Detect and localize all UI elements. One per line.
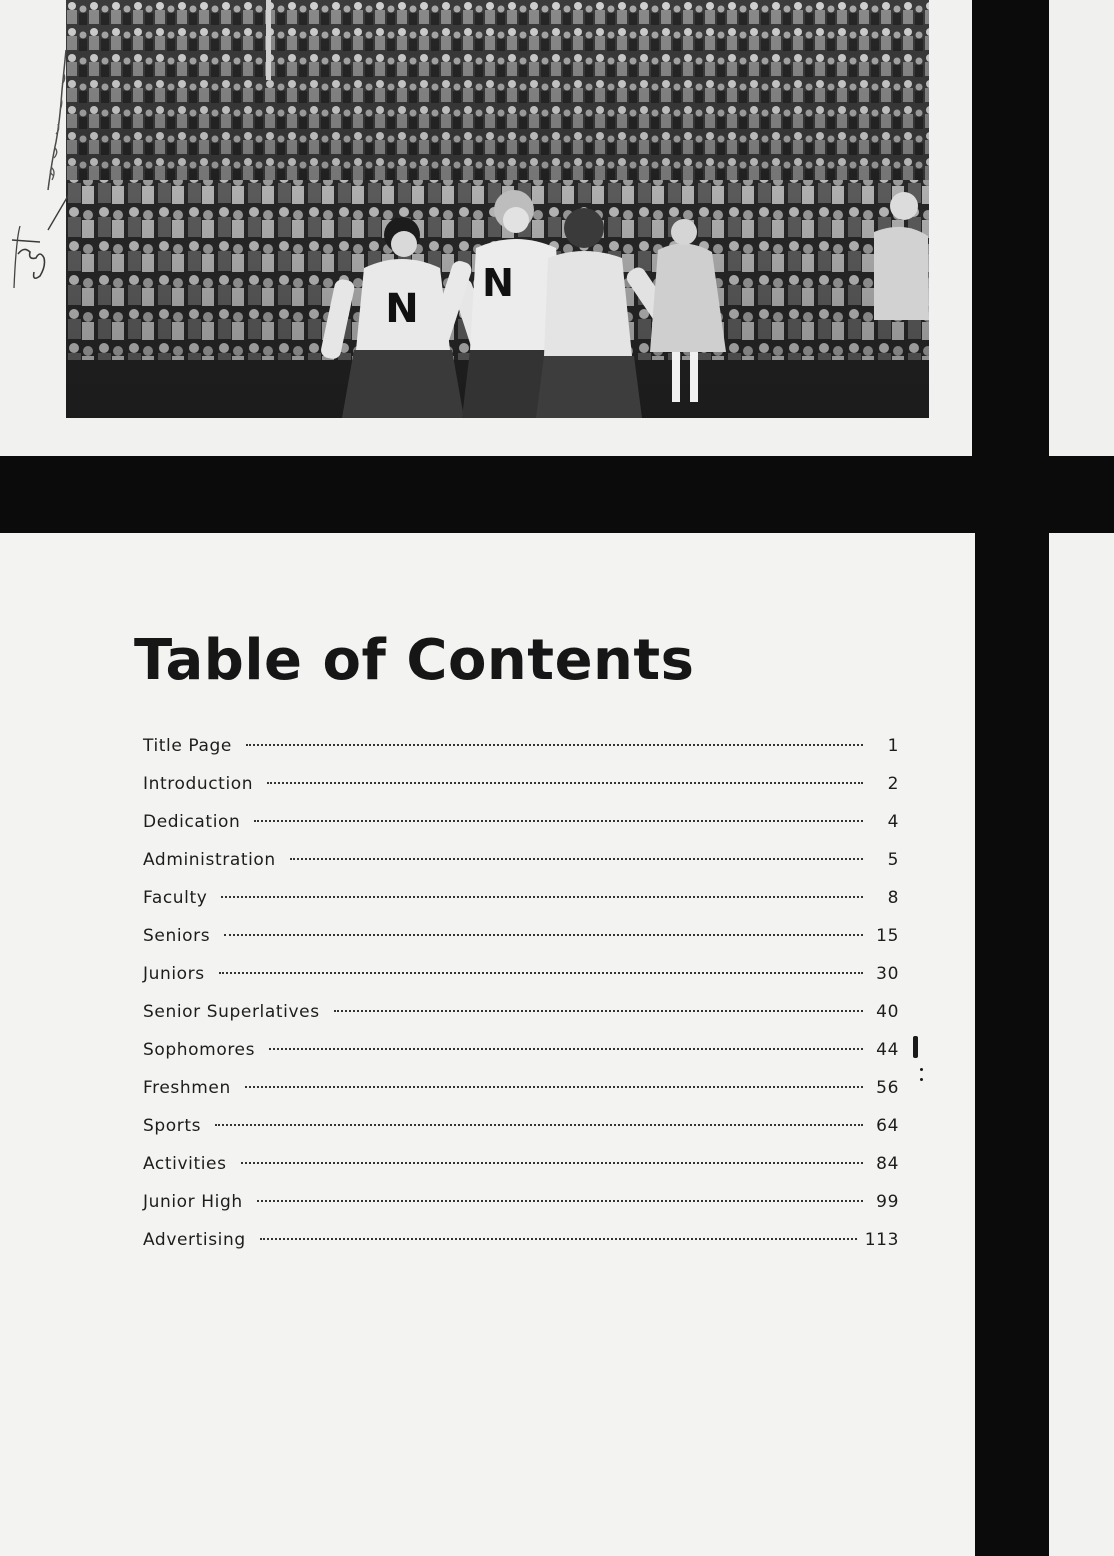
toc-entry-label: Administration bbox=[143, 850, 276, 870]
toc-entry-administration bbox=[143, 850, 899, 888]
toc-entry-sophomores bbox=[143, 1040, 899, 1078]
page-title: Table of Contents bbox=[134, 628, 695, 693]
toc-entry-page: 56 bbox=[876, 1078, 899, 1098]
toc-entry-freshmen bbox=[143, 1078, 899, 1116]
toc-leader-dots bbox=[290, 857, 863, 860]
ink-speck bbox=[913, 1036, 918, 1058]
toc-entry-title-page bbox=[143, 736, 899, 774]
toc-entry-page: 5 bbox=[887, 850, 899, 870]
toc-entry-junior-high bbox=[143, 1192, 899, 1230]
toc-leader-dots bbox=[221, 895, 863, 898]
toc-leader-dots bbox=[246, 743, 863, 746]
toc-entry-seniors bbox=[143, 926, 899, 964]
toc-leader-dots bbox=[215, 1123, 863, 1126]
toc-entry-label: Dedication bbox=[143, 812, 241, 832]
toc-entry-page: 40 bbox=[876, 1002, 899, 1022]
handwritten-annotation bbox=[8, 30, 68, 300]
toc-entry-label: Title Page bbox=[143, 736, 232, 756]
toc-entry-dedication bbox=[143, 812, 899, 850]
crowd-photo bbox=[66, 0, 929, 418]
toc-leader-dots bbox=[245, 1085, 863, 1088]
toc-leader-dots bbox=[241, 1161, 863, 1164]
toc-entry-faculty bbox=[143, 888, 899, 926]
adjacent-page-top bbox=[1049, 0, 1114, 456]
toc-entry-introduction bbox=[143, 774, 899, 812]
toc-entry-label: Juniors bbox=[143, 964, 205, 984]
toc-entry-page: 4 bbox=[887, 812, 899, 832]
toc-entry-page: 15 bbox=[876, 926, 899, 946]
toc-entry-label: Advertising bbox=[143, 1230, 246, 1250]
toc-entry-label: Activities bbox=[143, 1154, 227, 1174]
sweater-letter-left: N bbox=[385, 286, 419, 332]
toc-entry-label: Sports bbox=[143, 1116, 202, 1136]
toc-entry-page: 44 bbox=[876, 1040, 899, 1060]
toc-leader-dots bbox=[219, 971, 863, 974]
toc-leader-dots bbox=[260, 1237, 857, 1240]
toc-leader-dots bbox=[269, 1047, 863, 1050]
toc-entry-label: Seniors bbox=[143, 926, 211, 946]
toc-list bbox=[143, 736, 899, 1268]
toc-entry-senior-superlatives bbox=[143, 1002, 899, 1040]
toc-leader-dots bbox=[224, 933, 863, 936]
toc-entry-juniors bbox=[143, 964, 899, 1002]
toc-leader-dots bbox=[334, 1009, 863, 1012]
toc-entry-page: 64 bbox=[876, 1116, 899, 1136]
toc-entry-page: 1 bbox=[887, 736, 899, 756]
toc-entry-advertising bbox=[143, 1230, 899, 1268]
toc-entry-page: 30 bbox=[876, 964, 899, 984]
toc-entry-sports bbox=[143, 1116, 899, 1154]
toc-entry-label: Faculty bbox=[143, 888, 208, 908]
toc-entry-label: Junior High bbox=[143, 1192, 243, 1212]
adjacent-page-bottom bbox=[1049, 533, 1114, 1556]
toc-entry-page: 113 bbox=[864, 1230, 899, 1250]
toc-entry-activities bbox=[143, 1154, 899, 1192]
toc-entry-page: 84 bbox=[876, 1154, 899, 1174]
toc-entry-label: Senior Superlatives bbox=[143, 1002, 320, 1022]
ink-speck bbox=[920, 1068, 923, 1071]
toc-leader-dots bbox=[257, 1199, 863, 1202]
toc-entry-page: 2 bbox=[887, 774, 899, 794]
toc-entry-page: 99 bbox=[876, 1192, 899, 1212]
toc-leader-dots bbox=[267, 781, 863, 784]
toc-entry-label: Freshmen bbox=[143, 1078, 231, 1098]
toc-leader-dots bbox=[254, 819, 863, 822]
toc-entry-label: Introduction bbox=[143, 774, 254, 794]
sweater-letter-middle: N bbox=[482, 261, 514, 305]
toc-entry-label: Sophomores bbox=[143, 1040, 256, 1060]
ink-speck bbox=[920, 1078, 923, 1081]
toc-entry-page: 8 bbox=[887, 888, 899, 908]
